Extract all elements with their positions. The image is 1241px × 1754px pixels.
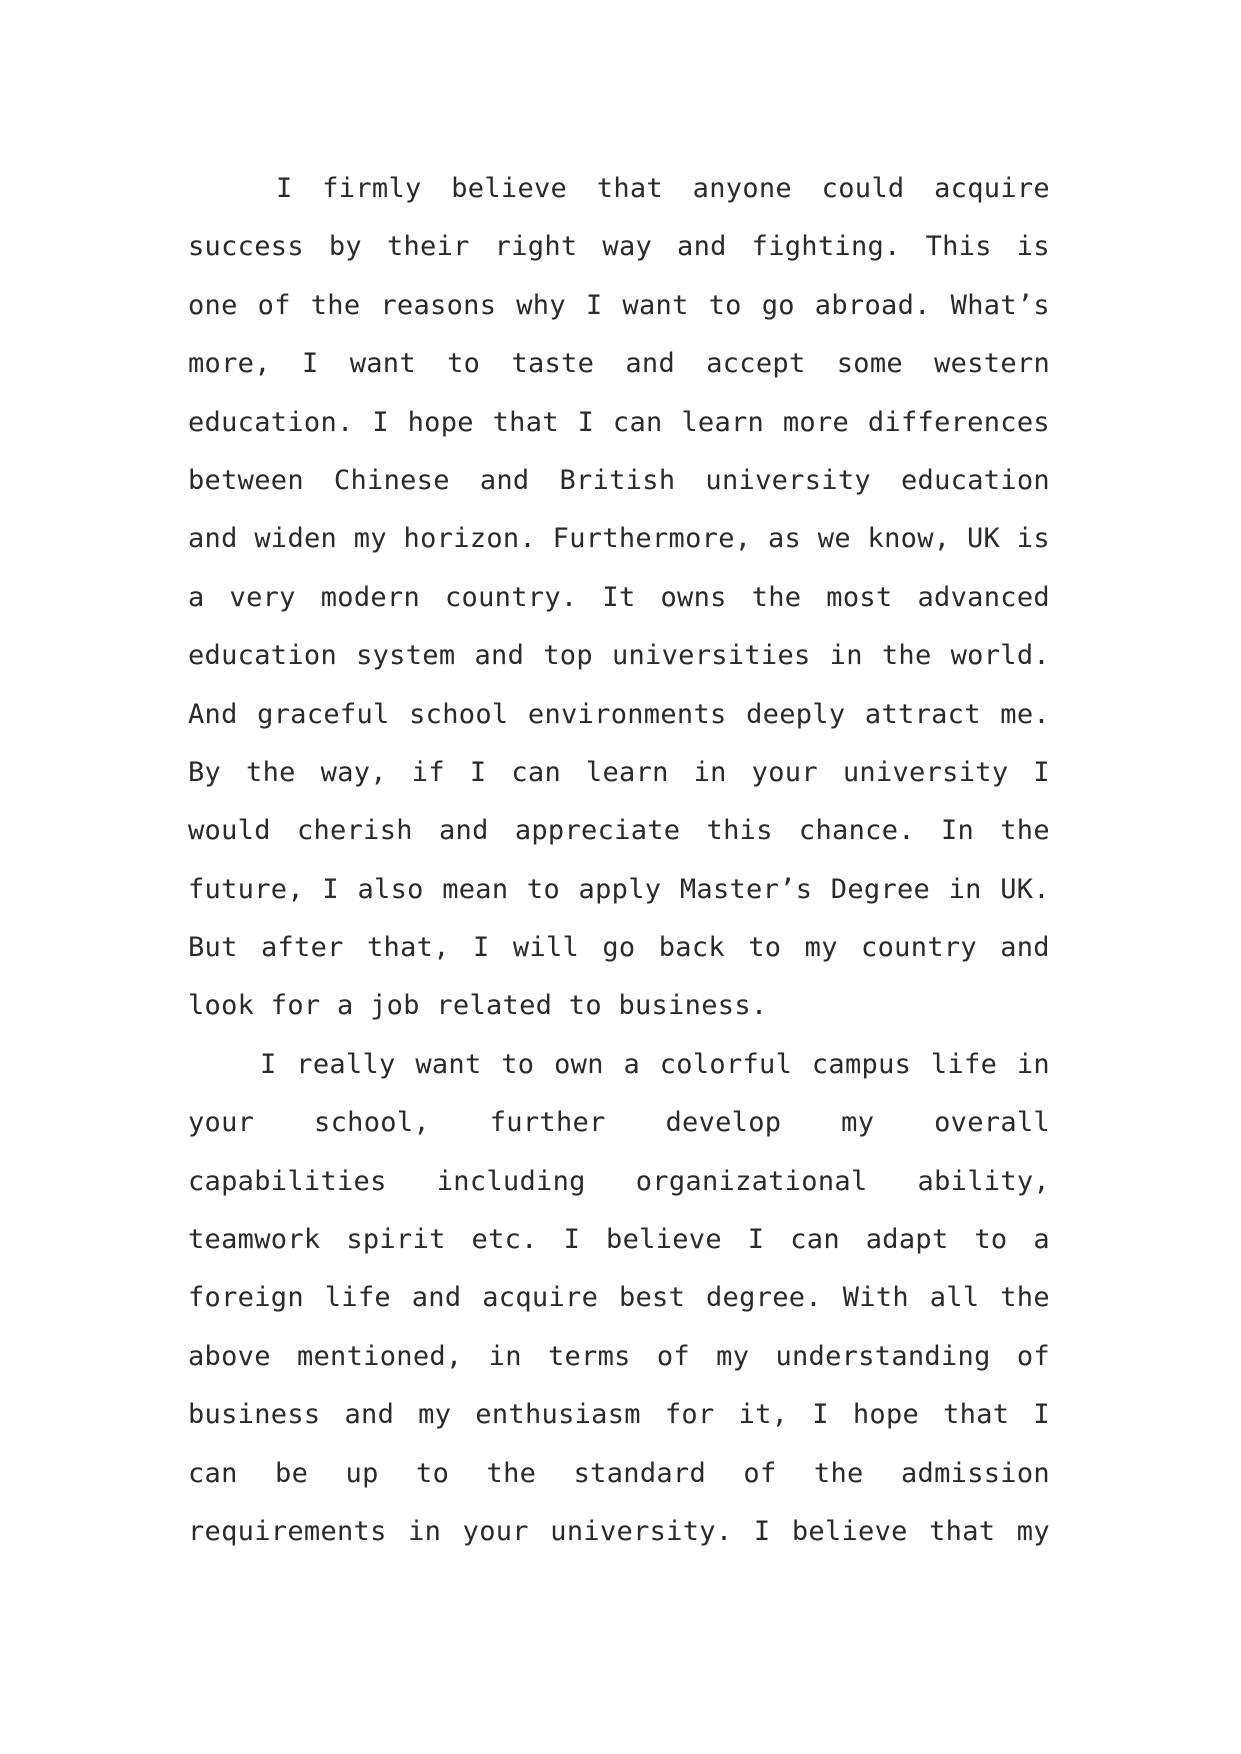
word: enthusiasm	[475, 1399, 641, 1431]
word: my	[418, 1399, 452, 1431]
word: to	[501, 1048, 535, 1080]
word: is	[1016, 523, 1050, 555]
word: university	[705, 464, 871, 496]
word: as	[767, 523, 802, 555]
word: I	[753, 1515, 771, 1547]
word: this	[706, 815, 773, 847]
word: to	[974, 1224, 1008, 1256]
word: modern	[320, 581, 421, 613]
word: hope	[407, 406, 474, 438]
text-line	[188, 861, 1050, 919]
word: believe	[791, 1515, 908, 1547]
word: organizational	[635, 1165, 868, 1197]
word: the	[246, 756, 296, 788]
text-line	[188, 744, 1050, 802]
word: western	[934, 348, 1050, 380]
word: and	[344, 1399, 395, 1431]
word: all	[929, 1282, 980, 1314]
word: widen	[254, 523, 338, 555]
word: to	[526, 873, 561, 905]
word: more,	[188, 348, 271, 380]
word: want	[415, 1048, 482, 1080]
word: in	[1016, 1048, 1050, 1080]
word: fighting.	[751, 231, 901, 263]
text-line	[188, 1036, 1050, 1094]
word: taste	[511, 348, 595, 380]
word: etc.	[471, 1224, 538, 1256]
word: university.	[550, 1515, 733, 1547]
word: to	[748, 932, 782, 964]
word: top	[543, 640, 593, 672]
word: colorful	[659, 1048, 793, 1080]
word: British	[559, 464, 676, 496]
word: including	[436, 1165, 586, 1197]
word: foreign	[188, 1282, 304, 1314]
word: UK	[966, 523, 1001, 555]
word: know,	[867, 523, 951, 555]
text-line	[188, 802, 1050, 860]
text-line	[188, 452, 1050, 510]
word: my	[1016, 1515, 1050, 1547]
word: What’s	[950, 289, 1050, 321]
word: if	[411, 756, 445, 788]
text-line	[188, 1094, 1050, 1152]
word: With	[842, 1282, 909, 1314]
text-line	[188, 627, 1050, 685]
word: environments	[527, 698, 727, 730]
word: universities	[611, 640, 811, 672]
word: In	[940, 815, 975, 847]
word: I	[585, 289, 603, 321]
word: I	[1033, 1399, 1050, 1431]
word: go	[602, 932, 636, 964]
word: way,	[320, 756, 387, 788]
text-line	[188, 394, 1050, 452]
word: in	[948, 873, 982, 905]
word: cherish	[296, 815, 413, 847]
word: and	[625, 348, 676, 380]
word: life	[324, 1282, 391, 1314]
word: horizon.	[403, 523, 536, 555]
word: the	[813, 1457, 864, 1489]
word: a	[1033, 1224, 1050, 1256]
word: country	[861, 932, 977, 964]
word: school	[409, 698, 509, 730]
word: that	[943, 1399, 1010, 1431]
word: why	[516, 289, 566, 321]
word: and	[479, 464, 530, 496]
word: and	[677, 231, 727, 263]
word: and	[188, 523, 238, 555]
word: of	[656, 1340, 690, 1372]
word: believe	[606, 1224, 722, 1256]
word: me.	[1000, 698, 1050, 730]
word: graceful	[257, 698, 390, 730]
word: world.	[950, 640, 1050, 672]
word: in	[693, 756, 727, 788]
word: can	[188, 1457, 238, 1489]
word: by	[328, 231, 362, 263]
word: my	[716, 1340, 750, 1372]
word: would	[188, 815, 271, 847]
word: it,	[738, 1399, 789, 1431]
word: that	[929, 1515, 996, 1547]
word: my	[804, 932, 838, 964]
word: that	[492, 406, 559, 438]
word: terms	[547, 1340, 631, 1372]
word: Master’s	[679, 873, 813, 905]
word: want	[622, 289, 689, 321]
word: I	[1033, 756, 1050, 788]
text-line	[188, 1269, 1050, 1327]
word: mean	[442, 873, 509, 905]
word: right	[494, 231, 578, 263]
word: can	[511, 756, 561, 788]
word: requirements	[188, 1515, 387, 1547]
text-line	[188, 686, 1050, 744]
word: I	[747, 1224, 765, 1256]
word: teamwork	[188, 1224, 321, 1256]
word: abroad.	[814, 289, 931, 321]
word: standard	[573, 1457, 707, 1489]
word: is	[1016, 231, 1050, 263]
word: reasons	[380, 289, 497, 321]
word: owns	[660, 581, 727, 613]
word: This	[925, 231, 992, 263]
text-line	[188, 1503, 1050, 1561]
word: to	[447, 348, 481, 380]
word: want	[349, 348, 416, 380]
word: campus	[811, 1048, 912, 1080]
word: a	[623, 1048, 641, 1080]
word: in	[488, 1340, 522, 1372]
word: very	[229, 581, 296, 613]
word: their	[386, 231, 470, 263]
text-line	[188, 160, 1050, 218]
word: university	[842, 756, 1009, 788]
word: between	[188, 464, 304, 496]
word: of	[743, 1457, 777, 1489]
word: some	[836, 348, 903, 380]
word: hope	[852, 1399, 920, 1431]
word: my	[353, 523, 387, 555]
word: best	[618, 1282, 686, 1314]
word: can	[612, 406, 663, 438]
word: adapt	[865, 1224, 949, 1256]
word: can	[790, 1224, 840, 1256]
text-line	[188, 1153, 1050, 1211]
word: admission	[900, 1457, 1050, 1489]
word: Chinese	[333, 464, 450, 496]
word: apply	[578, 873, 662, 905]
word: It	[602, 581, 636, 613]
word: a	[188, 581, 205, 613]
word: I	[260, 1048, 277, 1080]
word: be	[275, 1457, 309, 1489]
word: anyone	[692, 173, 792, 204]
word: back	[658, 932, 725, 964]
word: learn	[681, 406, 765, 438]
word: up	[345, 1457, 379, 1489]
word: advanced	[917, 581, 1050, 613]
text-line	[188, 1445, 1050, 1503]
word: own	[554, 1048, 604, 1080]
word: and	[474, 640, 525, 672]
word: I	[563, 1224, 581, 1256]
word: in	[408, 1515, 442, 1547]
word: the	[1000, 1282, 1050, 1314]
text-line	[188, 919, 1050, 977]
word: further	[489, 1107, 606, 1139]
word: appreciate	[514, 815, 681, 847]
word: to	[416, 1457, 450, 1489]
word: Furthermore,	[552, 523, 752, 555]
word: will	[512, 932, 580, 964]
text-line	[188, 510, 1050, 568]
word: your	[188, 1107, 255, 1139]
word: in	[829, 640, 863, 672]
word: system	[356, 640, 456, 672]
word: mentioned,	[296, 1340, 463, 1372]
document-body	[188, 160, 1050, 1561]
text-line	[188, 569, 1050, 627]
text-line	[188, 277, 1050, 335]
word: could	[821, 173, 905, 204]
word: acquire	[934, 173, 1050, 204]
text-line	[188, 335, 1050, 393]
word: I	[301, 348, 319, 380]
word: I	[372, 406, 389, 438]
word: spirit	[346, 1224, 446, 1256]
text-line	[188, 1211, 1050, 1269]
word: attract	[864, 698, 981, 730]
word: acquire	[482, 1282, 599, 1314]
word: to	[708, 289, 742, 321]
word: and	[438, 815, 489, 847]
word: I	[577, 406, 595, 438]
word: education	[900, 464, 1050, 496]
word: By	[188, 756, 222, 788]
word: country.	[445, 581, 578, 613]
paragraph-2	[188, 1036, 1050, 1562]
word: I	[473, 932, 490, 964]
word: ability,	[917, 1165, 1050, 1197]
word: for	[664, 1399, 715, 1431]
word: deeply	[746, 698, 846, 730]
word: I	[276, 173, 293, 204]
word: the	[486, 1457, 537, 1489]
word: school,	[314, 1107, 430, 1139]
text-line	[188, 1328, 1050, 1386]
word: UK.	[1000, 873, 1050, 905]
word: capabilities	[188, 1165, 387, 1197]
word: we	[817, 523, 851, 555]
word: believe	[451, 173, 568, 204]
word: I	[322, 873, 339, 905]
word: education	[188, 640, 337, 672]
word: and	[411, 1282, 462, 1314]
word: develop	[665, 1107, 782, 1139]
word: way	[602, 231, 653, 263]
word: more	[782, 406, 850, 438]
word: understanding	[775, 1340, 991, 1372]
word: also	[357, 873, 424, 905]
word: really	[296, 1048, 396, 1080]
word: one	[188, 289, 238, 321]
word: overall	[934, 1107, 1050, 1139]
word: and	[1000, 932, 1050, 964]
word: most	[826, 581, 893, 613]
word: education.	[188, 406, 354, 438]
word: the	[751, 581, 802, 613]
word: the	[1000, 815, 1050, 847]
word: life	[930, 1048, 998, 1080]
word: of	[1016, 1340, 1050, 1372]
word: the	[310, 289, 361, 321]
text-line	[188, 218, 1050, 276]
word: above	[188, 1340, 271, 1372]
word: go	[761, 289, 795, 321]
word: accept	[706, 348, 806, 380]
word: my	[841, 1107, 875, 1139]
word: success	[188, 231, 304, 263]
word: that	[596, 173, 663, 204]
word: I	[469, 756, 487, 788]
word: degree.	[705, 1282, 822, 1314]
word: learn	[585, 756, 669, 788]
text-line-last: look for a job related to business.	[188, 990, 768, 1022]
word: the	[881, 640, 932, 672]
word: chance.	[798, 815, 915, 847]
word: business	[188, 1399, 321, 1431]
paragraph-1	[188, 160, 1050, 1036]
word: And	[188, 698, 238, 730]
word: of	[257, 289, 291, 321]
word: firmly	[322, 173, 422, 204]
word: that,	[366, 932, 450, 964]
word: But	[188, 932, 238, 964]
word: your	[751, 756, 818, 788]
word: future,	[188, 873, 304, 905]
word: your	[462, 1515, 529, 1547]
word: differences	[867, 406, 1050, 438]
word: Degree	[830, 873, 931, 905]
word: after	[260, 932, 344, 964]
word: I	[812, 1399, 829, 1431]
text-line	[188, 1386, 1050, 1444]
